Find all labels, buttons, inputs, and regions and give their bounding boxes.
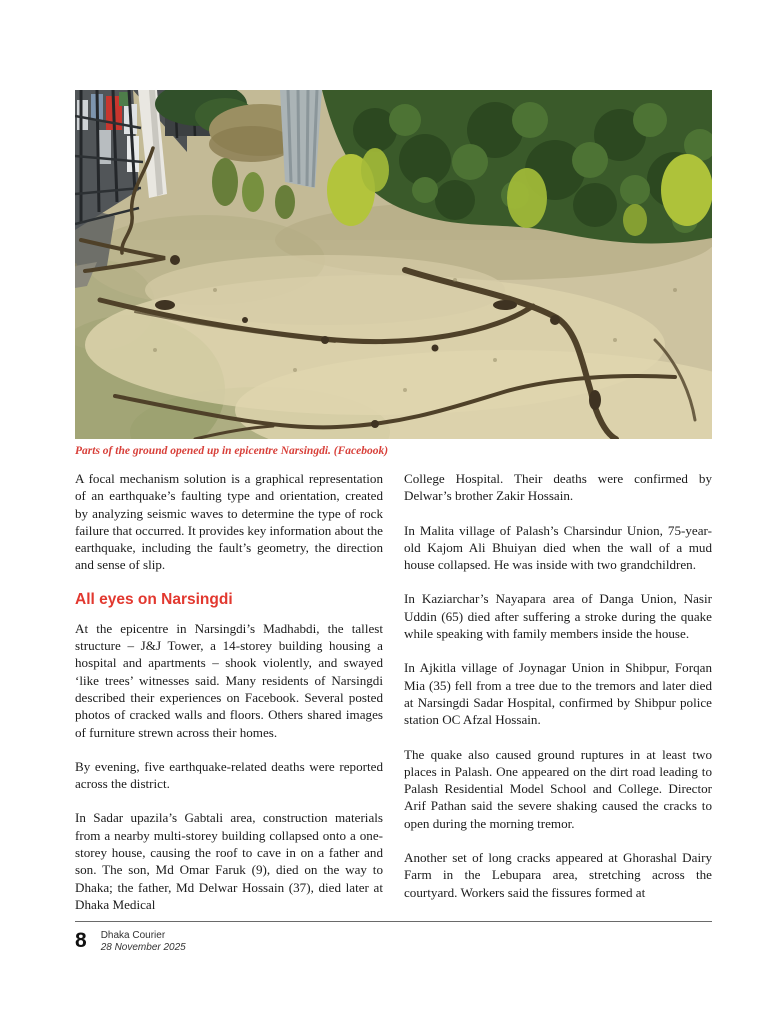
article-body — [75, 470, 712, 913]
photo-caption: Parts of the ground opened up in epicentre Narsingdi. (Facebook) — [75, 445, 389, 457]
paragraph: By evening, five earthquake-related deaths were reported across the district. — [75, 758, 383, 792]
article-photo — [75, 90, 712, 439]
earthquake-ground-crack-illustration — [75, 90, 712, 439]
paragraph: The quake also caused ground ruptures in at least two places in Palash. One appeared on the dirt road leading to Palash Residential Model School and College. Director Arif Pathan said the severe shaking caused the cracks to open during the morning tremor. — [404, 746, 712, 831]
paragraph: In Sadar upazila’s Gabtali area, construction materials from a nearby multi-storey building collapsed onto a one-storey house, causing the roof to cave in on a father and son. The son, Md Omar Faruk (9), died on the way to Dhaka; the father, Md Delwar Hossain (37), died later at Dhaka Medical — [75, 810, 383, 912]
paragraph: In Malita village of Palash’s Charsindur Union, 75-year-old Kajom Ali Bhuiyan died when the wall of a mud house collapsed. He was inside with two grandchildren. — [404, 522, 712, 573]
paragraph: At the epicentre in Narsingdi’s Madhabdi, the tallest structure – J&J Tower, a 14-storey building housing a hospital and apartments – shook violently, and swayed ‘like trees’ witnesses said. Many residents of Narsingdi described their experiences on Facebook. Several posted photos of cracked walls and floors. Others shared images of furniture strewn across their homes. — [75, 620, 383, 740]
paragraph: In Kaziarchar’s Nayapara area of Danga Union, Nasir Uddin (65) died after suffering a stroke during the quake while speaking with family members inside the house. — [404, 591, 712, 642]
paragraph: Another set of long cracks appeared at Ghorashal Dairy Farm in the Lebupara area, stretching across the courtyard. Workers said the fissures formed at — [404, 850, 712, 900]
page-footer — [75, 921, 712, 954]
page-number: 8 — [75, 929, 87, 953]
left-column — [75, 470, 383, 913]
issue-date: 28 November 2025 — [100, 942, 186, 954]
footer-meta — [101, 930, 186, 954]
right-column — [404, 470, 712, 913]
section-heading: All eyes on Narsingdi — [75, 590, 233, 608]
publication-name: Dhaka Courier — [100, 930, 166, 942]
paragraph: A focal mechanism solution is a graphical representation of an earthquake’s faulting type and orientation, created by analyzing seismic waves to determine the type of rock failure that occurred. It provides key information about the earthquake, including the fault’s geometry, the direction and sense of slip. — [75, 471, 383, 573]
paragraph: College Hospital. Their deaths were confirmed by Delwar’s brother Zakir Hossain. — [404, 471, 712, 504]
paragraph: In Ajkitla village of Joynagar Union in Shibpur, Forqan Mia (35) fell from a tree due to the tremors and later died at Narsingdi Sadar Hospital, confirmed by Shibpur police station OC Afzal Hossain. — [404, 660, 712, 728]
